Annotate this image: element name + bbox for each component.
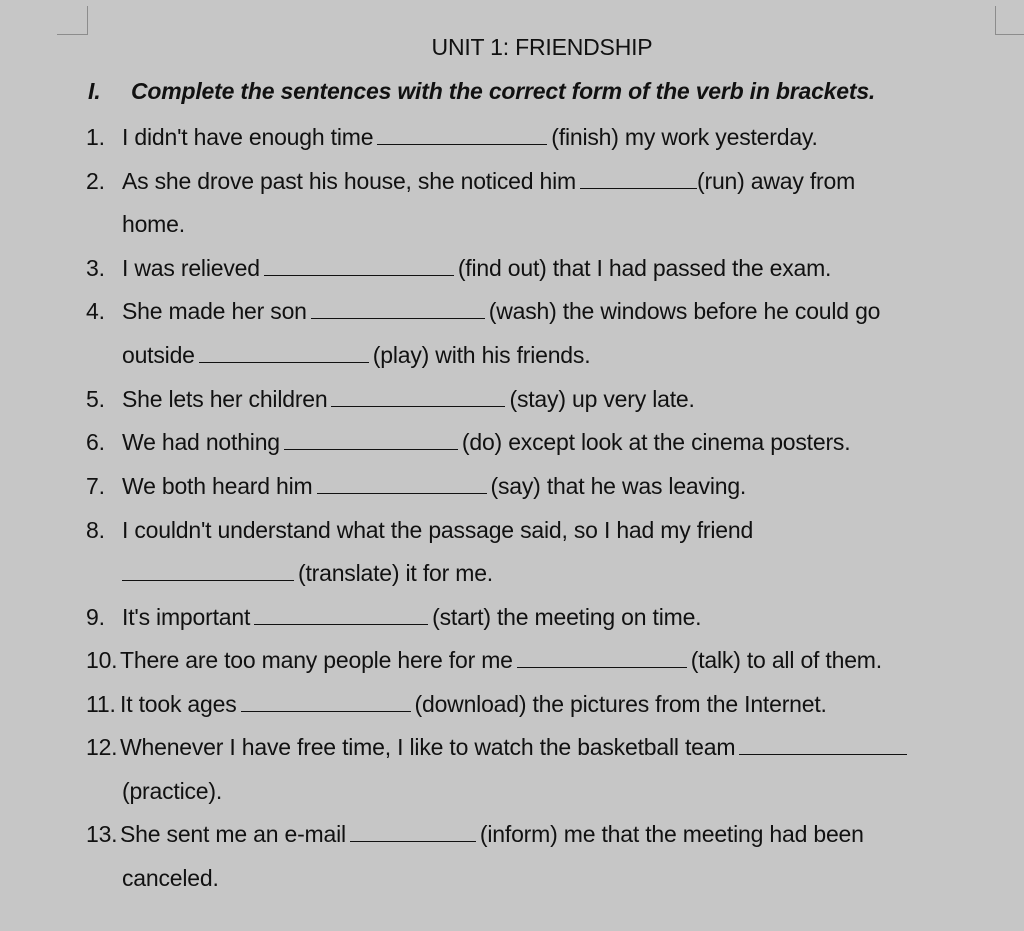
item-number: 9. xyxy=(86,604,105,630)
item-text: There are too many people here for me xyxy=(120,647,513,673)
item-verb-text: (find out) that I had passed the exam. xyxy=(457,255,832,281)
answer-blank[interactable] xyxy=(122,560,294,581)
top-right-crop-mark xyxy=(995,6,1024,35)
item-number: 2. xyxy=(86,168,105,194)
item-text: We both heard him xyxy=(122,473,313,499)
item-verb-text: (practice). xyxy=(122,778,223,804)
item-number: 11. xyxy=(86,691,116,717)
answer-blank[interactable] xyxy=(331,386,505,407)
item-number: 8. xyxy=(86,517,105,543)
item-verb-text: (wash) the windows before he could go xyxy=(488,298,881,324)
answer-blank[interactable] xyxy=(517,647,687,668)
item-number: 1. xyxy=(86,124,105,150)
answer-blank[interactable] xyxy=(377,124,547,145)
item-number: 13. xyxy=(86,821,118,847)
section-instruction xyxy=(88,78,875,105)
item-verb-text: (finish) my work yesterday. xyxy=(551,124,818,150)
item-text: I couldn't understand what the passage said, so I had my friend xyxy=(122,517,754,543)
item-number: 7. xyxy=(86,473,105,499)
answer-blank[interactable] xyxy=(739,734,907,755)
instruction-text: Complete the sentences with the correct form of the verb in brackets. xyxy=(131,78,876,104)
item-number: 10. xyxy=(86,647,118,673)
item-verb-text: (download) the pictures from the Internet. xyxy=(414,691,827,717)
answer-blank[interactable] xyxy=(311,298,485,319)
item-text-continued: home. xyxy=(122,211,185,237)
item-text: We had nothing xyxy=(122,429,280,455)
item-verb-text: (run) away from xyxy=(697,168,856,194)
answer-blank[interactable] xyxy=(241,691,411,712)
item-verb-text: (stay) up very late. xyxy=(509,386,695,412)
item-text: Whenever I have free time, I like to watch the basketball team xyxy=(120,734,736,760)
item-verb-text: (say) that he was leaving. xyxy=(490,473,747,499)
answer-blank[interactable] xyxy=(254,604,428,625)
item-number: 12. xyxy=(86,734,118,760)
answer-blank[interactable] xyxy=(580,168,697,189)
item-number: 4. xyxy=(86,298,105,324)
item-text-continued: canceled. xyxy=(122,865,219,891)
item-text: She made her son xyxy=(122,298,307,324)
item-text: She sent me an e-mail xyxy=(120,821,346,847)
answer-blank[interactable] xyxy=(264,255,454,276)
item-number: 3. xyxy=(86,255,105,281)
top-left-crop-mark xyxy=(57,6,88,35)
item-text: It's important xyxy=(122,604,251,630)
item-number: 5. xyxy=(86,386,105,412)
item-text: It took ages xyxy=(120,691,237,717)
answer-blank[interactable] xyxy=(199,342,369,363)
item-number: 6. xyxy=(86,429,105,455)
item-text: As she drove past his house, she noticed him xyxy=(122,168,577,194)
item-verb-text: (start) the meeting on time. xyxy=(432,604,702,630)
item-text-continued: outside xyxy=(122,342,195,368)
answer-blank[interactable] xyxy=(350,821,476,842)
item-text: I was relieved xyxy=(122,255,260,281)
unit-title: UNIT 1: FRIENDSHIP xyxy=(431,34,653,60)
item-text: I didn't have enough time xyxy=(122,124,374,150)
section-numeral: I. xyxy=(88,78,101,104)
answer-blank[interactable] xyxy=(317,473,487,494)
item-text: She lets her children xyxy=(122,386,328,412)
item-verb-text: (translate) it for me. xyxy=(298,560,493,586)
item-verb-text: (inform) me that the meeting had been xyxy=(479,821,864,847)
item-verb-text: (do) except look at the cinema posters. xyxy=(461,429,851,455)
item-verb-text: (talk) to all of them. xyxy=(690,647,882,673)
answer-blank[interactable] xyxy=(284,429,458,450)
item-verb-text: (play) with his friends. xyxy=(372,342,591,368)
